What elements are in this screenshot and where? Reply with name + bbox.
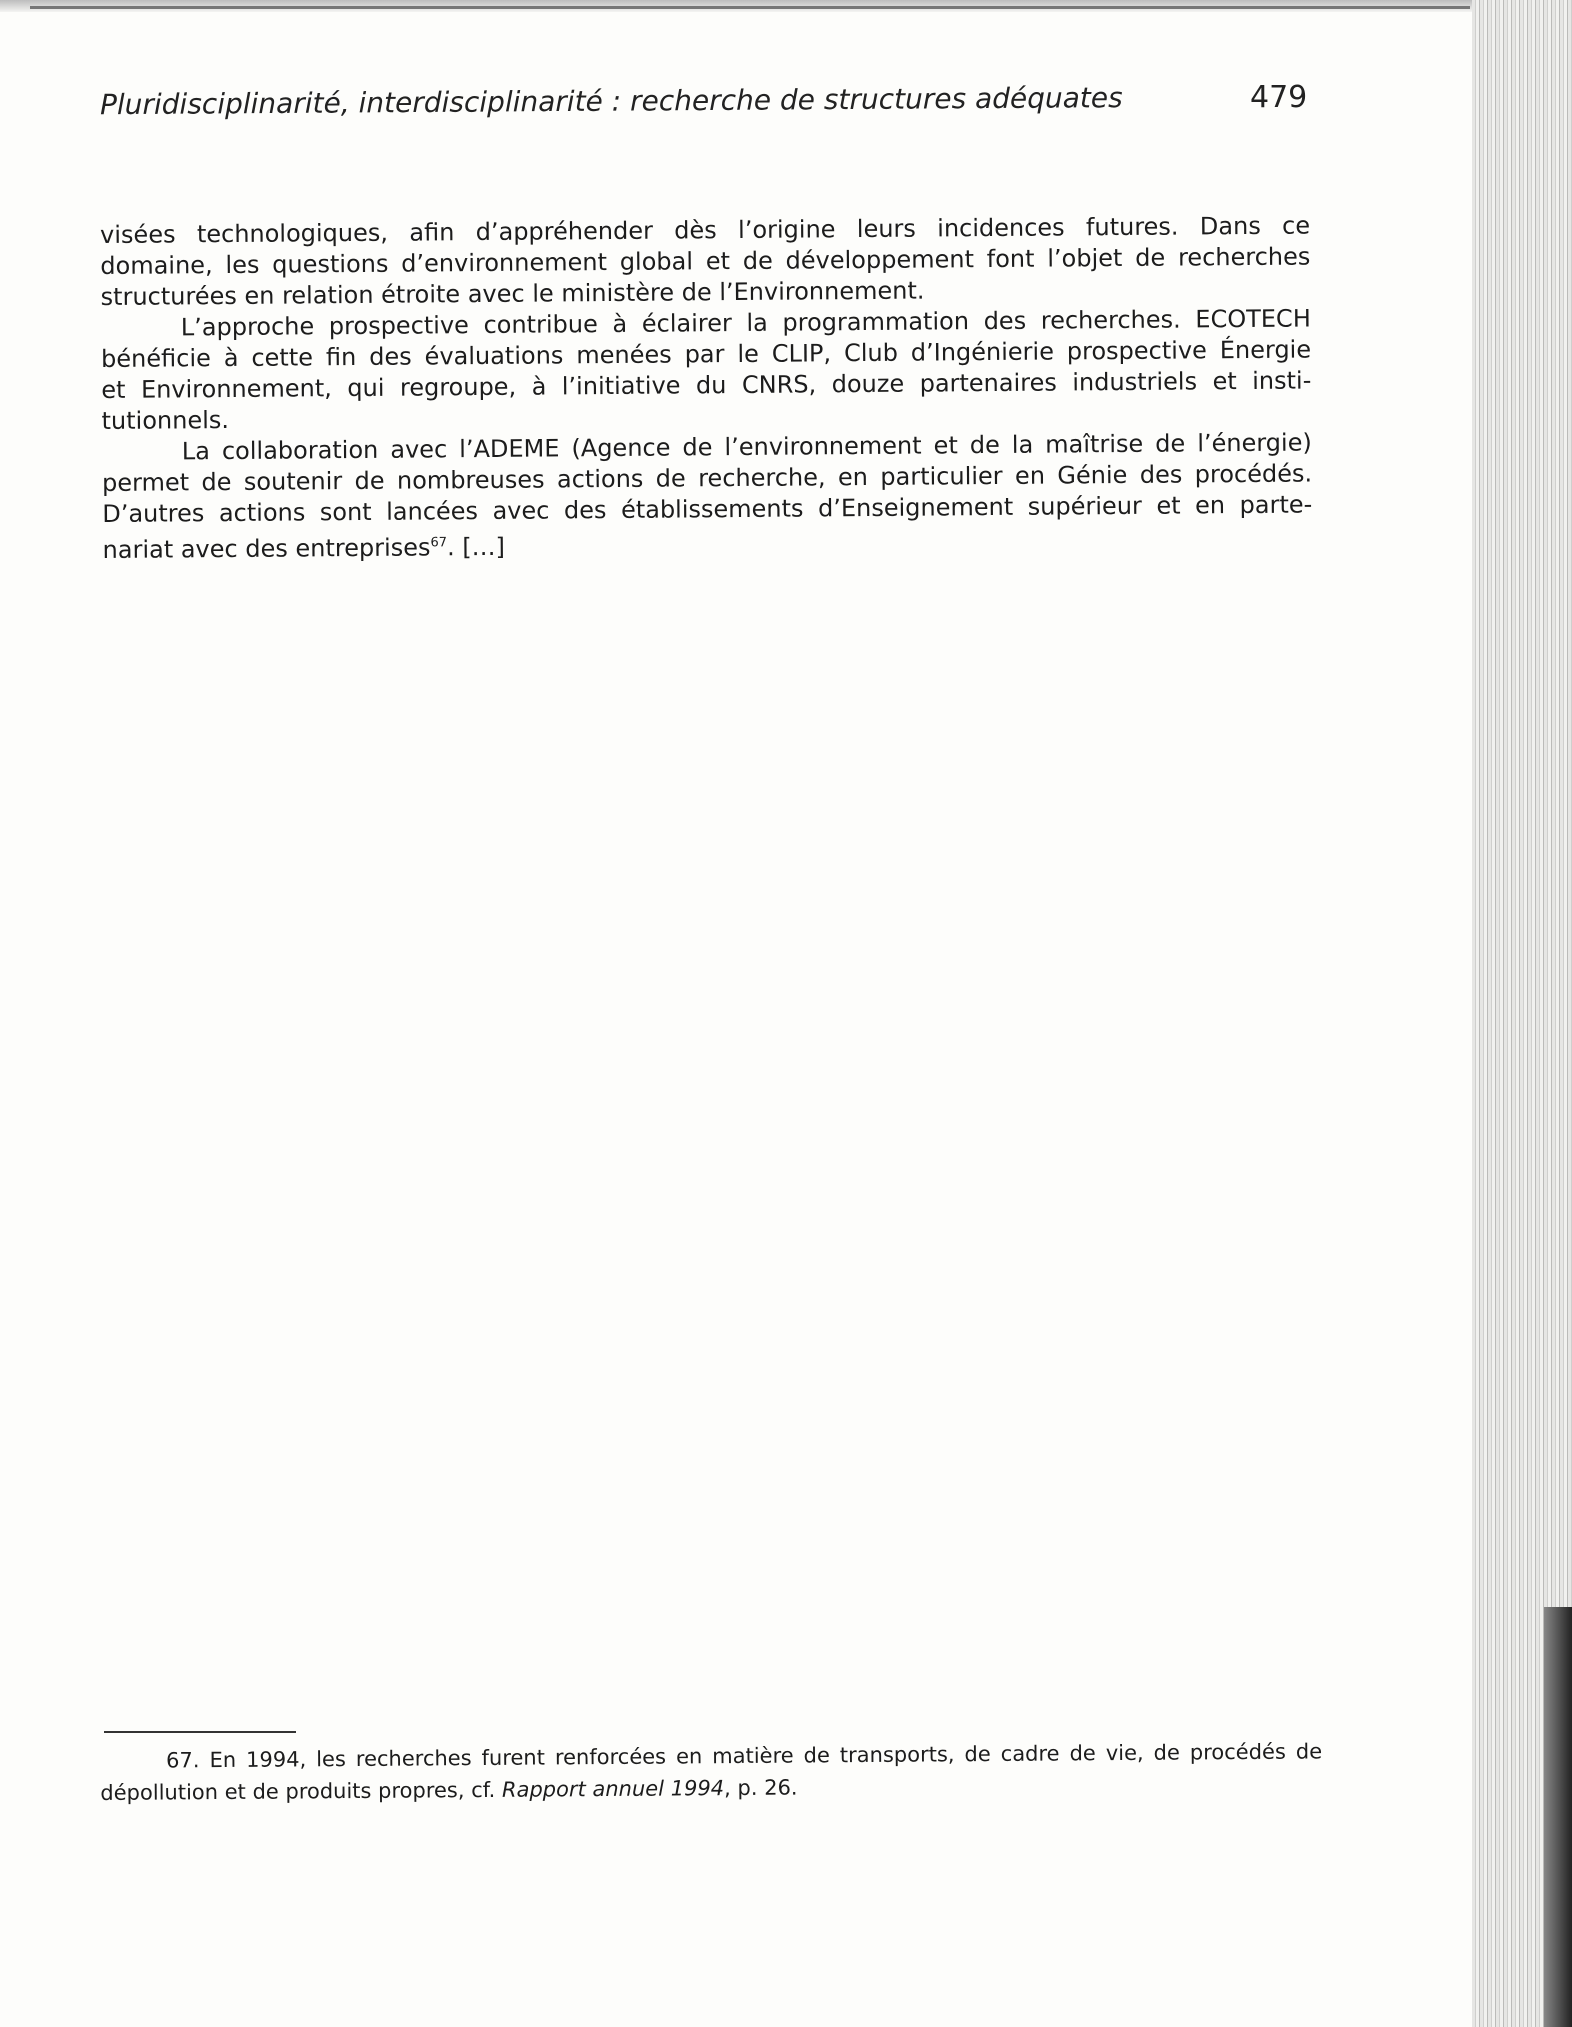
text-line: structurées en relation étroite avec le ministère de l’Environnement. — [100, 276, 925, 311]
text-line: bénéficie à cette fin des évaluations menées par le CLIP, Club d’Ingénierie prospective Énergie — [100, 335, 1312, 373]
footnote-reference: 67 — [430, 535, 448, 551]
footnote-separator — [104, 1731, 296, 1733]
running-title: Pluridisciplinarité, interdisciplinarité : recherche de structures adéquates — [99, 81, 1123, 122]
book-page-edges — [1472, 0, 1572, 2027]
footnote-number: 67. — [166, 1748, 200, 1773]
text-fragment: . […] — [446, 532, 506, 562]
text-line: domaine, les questions d’environnement global et de développement font l’objet de recherches — [100, 242, 1311, 280]
footnote-text: dépollution et de produits propres, cf. — [100, 1777, 503, 1805]
text-fragment: nariat avec des entreprises — [102, 533, 431, 564]
paragraph — [100, 210, 1311, 313]
paragraph — [102, 427, 1313, 565]
paragraph — [101, 303, 1312, 436]
text-line: D’autres actions sont lancées avec des établissements d’Enseignement supérieur et en parte- — [102, 490, 1313, 528]
footnote-citation: Rapport annuel 1994 — [501, 1776, 725, 1802]
footnote-text: En 1994, les recherches furent renforcées en matière de transports, de cadre de vie, de procédés de — [209, 1739, 1323, 1773]
text-line: permet de soutenir de nombreuses actions de recherche, en particulier en Génie des procédés. — [101, 459, 1313, 497]
page-top-rule — [30, 6, 1470, 9]
footnote — [100, 1735, 1322, 1809]
text-line: et Environnement, qui regroupe, à l’initiative du CNRS, douze partenaires industriels et insti- — [101, 366, 1312, 404]
text-line: visées technologiques, afin d’appréhender dès l’origine leurs incidences futures. Dans ce — [100, 211, 1311, 249]
body-text — [100, 210, 1313, 565]
page-number: 479 — [1250, 80, 1308, 115]
text-line: La collaboration avec l’ADEME (Agence de l’environnement et de la maîtrise de l’énergie) — [181, 428, 1312, 466]
text-line: tutionnels. — [101, 405, 230, 435]
footnote-text: , p. 26. — [724, 1775, 798, 1801]
text-line: L’approche prospective contribue à éclairer la programmation des recherches. ECOTECH — [180, 304, 1311, 342]
